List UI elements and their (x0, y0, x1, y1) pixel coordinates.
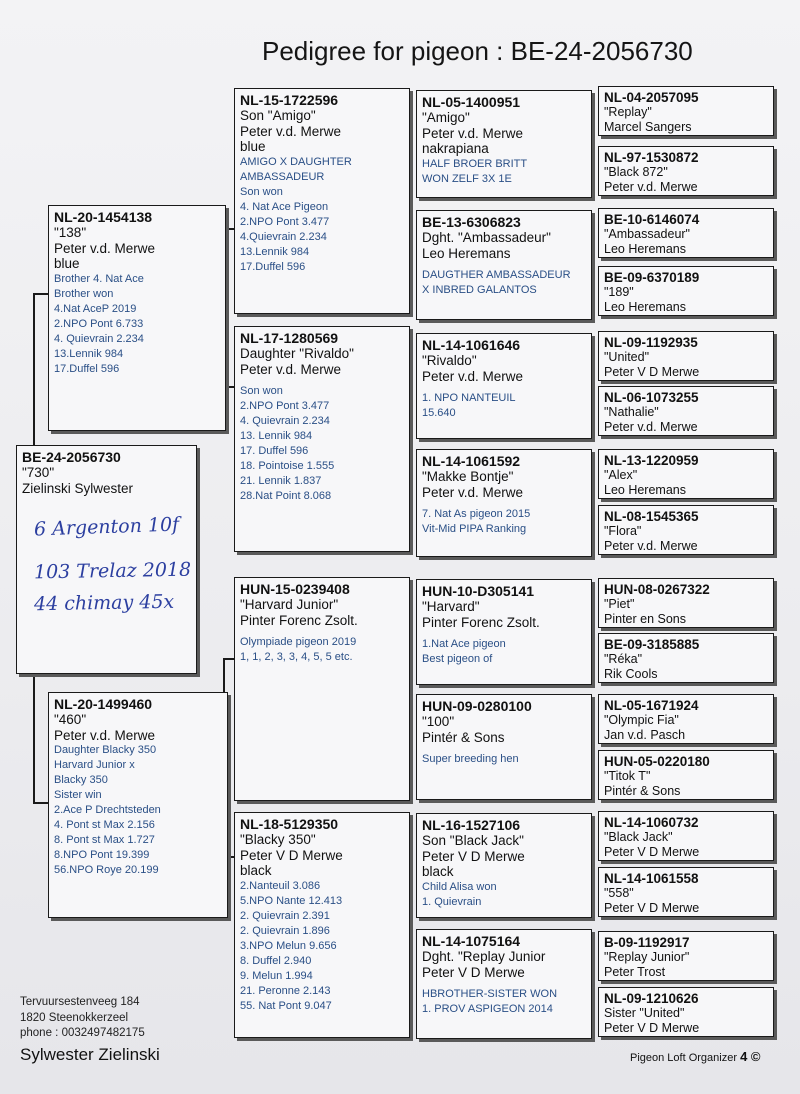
great-great-grandparent-card (598, 266, 774, 316)
ring-number: NL-14-1060732 (604, 815, 699, 830)
great-great-grandparent-card (598, 208, 774, 258)
achievement-note: 17.Duffel 596 (240, 260, 306, 273)
ring-number: NL-09-1192935 (604, 335, 698, 350)
pigeon-info-line: "Harvard Junior" (240, 597, 339, 612)
achievement-note: AMBASSADEUR (240, 170, 325, 183)
ring-number: BE-09-3185885 (604, 637, 700, 652)
ring-number: HUN-05-0220180 (604, 754, 710, 769)
achievement-note: Son won (240, 385, 283, 397)
great-great-grandparent-card (598, 750, 774, 800)
achievement-note: 1. Quievrain (422, 895, 482, 908)
achievement-note: 15.640 (422, 407, 456, 419)
pigeon-info-line: black (240, 863, 272, 878)
great-great-grandparent-card (598, 505, 774, 555)
ring-number: BE-10-6146074 (604, 212, 700, 227)
ring-number: HUN-09-0280100 (422, 698, 532, 714)
achievement-note: 5.NPO Nante 12.413 (240, 894, 343, 907)
pigeon-info-line: "Alex" (604, 468, 638, 482)
achievement-note: 1. NPO NANTEUIL (422, 392, 516, 404)
pigeon-info-line: "Flora" (604, 524, 642, 538)
pigeon-info-line: Peter V D Merwe (422, 848, 525, 864)
achievement-note: Harvard Junior x (54, 759, 135, 771)
address-phone: phone : 0032497482175 (20, 1027, 145, 1039)
great-great-grandparent-card (598, 694, 774, 744)
great-great-grandparent-card (598, 86, 774, 136)
ring-number: NL-17-1280569 (240, 330, 339, 346)
pigeon-info-line: Peter v.d. Merwe (240, 361, 342, 377)
pigeon-info-line: "Ambassadeur" (604, 227, 690, 241)
pigeon-info-line: Peter V D Merwe (604, 844, 700, 859)
great-grandparent-card (416, 90, 592, 198)
ring-number: NL-04-2057095 (604, 90, 699, 105)
achievement-note: 2. Quievrain 1.896 (240, 924, 330, 937)
achievement-note: 13. Lennik 984 (240, 430, 313, 442)
sire-card (48, 205, 226, 431)
pigeon-info-line: black (422, 864, 454, 879)
achievement-note: 7. Nat As pigeon 2015 (422, 508, 531, 520)
achievement-note: Son won (240, 185, 283, 198)
achievement-note: AMIGO X DAUGHTER (240, 155, 352, 168)
pigeon-info-line: "Titok T" (604, 769, 651, 783)
grandparent-card (234, 577, 410, 801)
achievement-note: 8. Duffel 2.940 (240, 954, 312, 967)
pigeon-info-line: Pinter Forenc Zsolt. (422, 614, 540, 630)
achievement-note: HALF BROER BRITT (422, 157, 528, 170)
pigeon-info-line: "Rivaldo" (422, 353, 477, 368)
great-great-grandparent-card (598, 146, 774, 196)
achievement-note: Vit-Mid PIPA Ranking (422, 523, 527, 535)
pigeon-info-line: "460" (54, 712, 87, 727)
handwritten-result-2: 103 Trelaz 2018 (33, 558, 192, 584)
owner-name: Sylwester Zielinski (20, 1045, 160, 1064)
ring-number: B-09-1192917 (604, 935, 690, 950)
pigeon-info-line: Rik Cools (604, 666, 658, 681)
pigeon-info-line: "Nathalie" (604, 405, 659, 419)
achievement-note: 4. Quievrain 2.234 (240, 415, 330, 427)
connector-line (33, 293, 35, 445)
pigeon-info-line: Leo Heremans (604, 241, 686, 256)
pigeon-info-line: "Replay Junior" (604, 950, 690, 964)
great-grandparent-card (416, 449, 592, 557)
achievement-note: 8.NPO Pont 19.399 (54, 849, 150, 861)
pigeon-info-line: Leo Heremans (422, 245, 511, 261)
pigeon-info-line: Peter V D Merwe (240, 847, 343, 863)
ring-number: NL-16-1527106 (422, 817, 521, 833)
great-grandparent-card (416, 929, 592, 1039)
pigeon-info-line: "Piet" (604, 597, 635, 611)
great-grandparent-card (416, 210, 592, 320)
grandparent-card (234, 812, 410, 1038)
achievement-note: 18. Pointoise 1.555 (240, 460, 335, 472)
achievement-note: Olympiade pigeon 2019 (240, 636, 357, 648)
pigeon-info-line: Peter V D Merwe (604, 364, 700, 379)
pigeon-info-line: Jan v.d. Pasch (604, 727, 686, 742)
ring-number: HUN-08-0267322 (604, 582, 710, 597)
achievement-note: 4.Quievrain 2.234 (240, 230, 327, 243)
ring-number: NL-20-1499460 (54, 696, 153, 712)
footer-brand (630, 1049, 761, 1064)
great-great-grandparent-card (598, 449, 774, 499)
pigeon-info-line: Pinter Forenc Zsolt. (240, 612, 358, 628)
achievement-note: 9. Melun 1.994 (240, 969, 313, 982)
achievement-note: 3.NPO Melun 9.656 (240, 939, 337, 952)
achievement-note: 13.Lennik 984 (240, 245, 310, 258)
connector-line (33, 293, 49, 295)
great-grandparent-card (416, 333, 592, 439)
achievement-note: Super breeding hen (422, 753, 519, 765)
pigeon-info-line: "558" (604, 886, 634, 900)
achievement-note: 4.Nat AceP 2019 (54, 302, 137, 315)
achievement-note: 4. Quievrain 2.234 (54, 332, 144, 345)
achievement-note: DAUGTHER AMBASSADEUR (422, 269, 571, 281)
pigeon-info-line: Zielinski Sylwester (22, 480, 134, 496)
pigeon-info-line: "Makke Bontje" (422, 469, 514, 484)
achievement-note: Sister win (54, 789, 102, 801)
pigeon-info-line: blue (240, 139, 266, 154)
grandparent-card (234, 326, 410, 552)
great-grandparent-card (416, 694, 592, 800)
achievement-note: Best pigeon of (422, 653, 493, 665)
great-great-grandparent-card (598, 331, 774, 381)
great-grandparent-card (416, 813, 592, 918)
great-grandparent-card (416, 579, 592, 685)
achievement-note: 1.Nat Ace pigeon (422, 638, 506, 650)
connector-line (33, 674, 35, 804)
achievement-note: 13.Lennik 984 (54, 347, 124, 360)
handwritten-result-1: 6 Argenton 10f (33, 513, 180, 541)
achievement-note: 2.Ace P Drechtsteden (54, 804, 161, 816)
pigeon-info-line: Son "Amigo" (240, 108, 316, 123)
ring-number: NL-15-1722596 (240, 92, 339, 108)
great-great-grandparent-card (598, 811, 774, 861)
achievement-note: Blacky 350 (54, 774, 108, 786)
ring-number: BE-09-6370189 (604, 270, 700, 285)
pigeon-info-line: Peter v.d. Merwe (604, 538, 698, 553)
pigeon-info-line: Peter Trost (604, 964, 666, 979)
achievement-note: 56.NPO Roye 20.199 (54, 864, 159, 876)
pigeon-info-line: "Olympic Fia" (604, 713, 679, 727)
pigeon-info-line: Peter V D Merwe (422, 964, 525, 980)
achievement-note: 28.Nat Point 8.068 (240, 490, 332, 502)
pigeon-info-line: "100" (422, 714, 455, 729)
ring-number: NL-18-5129350 (240, 816, 339, 832)
ring-number: BE-13-6306823 (422, 214, 521, 230)
great-great-grandparent-card (598, 386, 774, 436)
achievement-note: 8. Pont st Max 1.727 (54, 834, 155, 846)
pigeon-info-line: "Blacky 350" (240, 832, 316, 847)
achievement-note: 2.NPO Pont 3.477 (240, 215, 330, 228)
pigeon-info-line: "189" (604, 285, 634, 299)
achievement-note: 2.NPO Pont 3.477 (240, 400, 330, 412)
pigeon-info-line: Peter v.d. Merwe (54, 240, 156, 256)
pigeon-info-line: nakrapiana (422, 141, 489, 156)
achievement-note: HBROTHER-SISTER WON (422, 988, 558, 1000)
achievement-note: 17.Duffel 596 (54, 362, 120, 375)
achievement-note: WON ZELF 3X 1E (422, 172, 512, 185)
pigeon-info-line: Peter v.d. Merwe (422, 368, 524, 384)
ring-number: BE-24-2056730 (22, 449, 121, 465)
connector-line (33, 802, 49, 804)
grandparent-card (234, 88, 410, 314)
achievement-note: 4. Pont st Max 2.156 (54, 819, 155, 831)
pigeon-info-line: Leo Heremans (604, 482, 686, 497)
dam-card (48, 692, 228, 918)
pigeon-info-line: Pintér & Sons (604, 783, 681, 798)
pigeon-info-line: Pintér & Sons (422, 729, 505, 745)
pigeon-info-line: Peter v.d. Merwe (422, 484, 524, 500)
achievement-note: Brother won (54, 287, 114, 300)
footer-text: Pigeon Loft Organizer (630, 1052, 738, 1064)
pigeon-info-line: Son "Black Jack" (422, 833, 524, 848)
achievement-note: Child Alisa won (422, 880, 497, 893)
pigeon-info-line: Peter v.d. Merwe (54, 727, 156, 743)
achievement-note: 55. Nat Pont 9.047 (240, 999, 332, 1012)
pigeon-info-line: "138" (54, 225, 87, 240)
ring-number: NL-09-1210626 (604, 991, 699, 1006)
pigeon-info-line: "Amigo" (422, 110, 470, 125)
pigeon-info-line: "Replay" (604, 105, 652, 119)
pigeon-info-line: Pinter en Sons (604, 611, 686, 626)
pigeon-info-line: Dght. "Ambassadeur" (422, 230, 551, 245)
achievement-note: 1. PROV ASPIGEON 2014 (422, 1003, 553, 1015)
pigeon-info-line: "Black Jack" (604, 830, 673, 844)
pigeon-info-line: "Black 872" (604, 165, 668, 179)
ring-number: NL-05-1400951 (422, 94, 521, 110)
ring-number: NL-14-1061558 (604, 871, 699, 886)
achievement-note: Daughter Blacky 350 (54, 744, 157, 756)
pigeon-info-line: "Harvard" (422, 599, 480, 614)
pigeon-info-line: "730" (22, 465, 55, 480)
achievement-note: 2.Nanteuil 3.086 (240, 879, 321, 892)
pigeon-info-line: Peter v.d. Merwe (604, 179, 698, 194)
footer-version: 4 © (740, 1049, 761, 1064)
pigeon-info-line: "Réka" (604, 652, 643, 666)
achievement-note: 2.NPO Pont 6.733 (54, 317, 144, 330)
pigeon-info-line: Peter V D Merwe (604, 1020, 700, 1035)
great-great-grandparent-card (598, 578, 774, 628)
ring-number: NL-08-1545365 (604, 509, 699, 524)
ring-number: NL-14-1075164 (422, 933, 521, 949)
pigeon-info-line: "United" (604, 350, 650, 364)
ring-number: NL-06-1073255 (604, 390, 699, 405)
page-title: Pedigree for pigeon : BE-24-2056730 (262, 36, 693, 66)
address-city: 1820 Steenokkerzeel (20, 1012, 129, 1024)
great-great-grandparent-card (598, 633, 774, 683)
great-great-grandparent-card (598, 867, 774, 917)
achievement-note: Brother 4. Nat Ace (54, 272, 144, 285)
achievement-note: 2. Quievrain 2.391 (240, 909, 330, 922)
ring-number: HUN-10-D305141 (422, 583, 535, 599)
great-great-grandparent-card (598, 931, 774, 981)
pigeon-info-line: Daughter "Rivaldo" (240, 346, 354, 361)
achievement-note: 1, 1, 2, 3, 3, 4, 5, 5 etc. (240, 651, 353, 663)
achievement-note: 4. Nat Ace Pigeon (240, 200, 329, 213)
pigeon-info-line: Leo Heremans (604, 299, 686, 314)
pigeon-info-line: Peter v.d. Merwe (240, 123, 342, 139)
pigeon-info-line: Marcel Sangers (604, 119, 692, 134)
achievement-note: 21. Lennik 1.837 (240, 475, 322, 487)
achievement-note: 17. Duffel 596 (240, 445, 309, 457)
ring-number: NL-13-1220959 (604, 453, 699, 468)
pigeon-info-line: Peter v.d. Merwe (422, 125, 524, 141)
achievement-note: X INBRED GALANTOS (422, 284, 537, 296)
ring-number: NL-14-1061646 (422, 337, 521, 353)
ring-number: NL-14-1061592 (422, 453, 521, 469)
address-street: Tervuursestenveeg 184 (20, 996, 140, 1008)
achievement-note: 21. Peronne 2.143 (240, 984, 331, 997)
great-great-grandparent-card (598, 987, 774, 1037)
pigeon-info-line: Dght. "Replay Junior (422, 949, 546, 964)
ring-number: HUN-15-0239408 (240, 581, 350, 597)
ring-number: NL-20-1454138 (54, 209, 153, 225)
pigeon-info-line: Peter V D Merwe (604, 900, 700, 915)
ring-number: NL-97-1530872 (604, 150, 699, 165)
handwritten-result-3: 44 chimay 45x (33, 590, 175, 616)
pigeon-info-line: Sister "United" (604, 1006, 685, 1020)
pigeon-info-line: blue (54, 256, 80, 271)
ring-number: NL-05-1671924 (604, 698, 699, 713)
pigeon-info-line: Peter v.d. Merwe (604, 419, 698, 434)
